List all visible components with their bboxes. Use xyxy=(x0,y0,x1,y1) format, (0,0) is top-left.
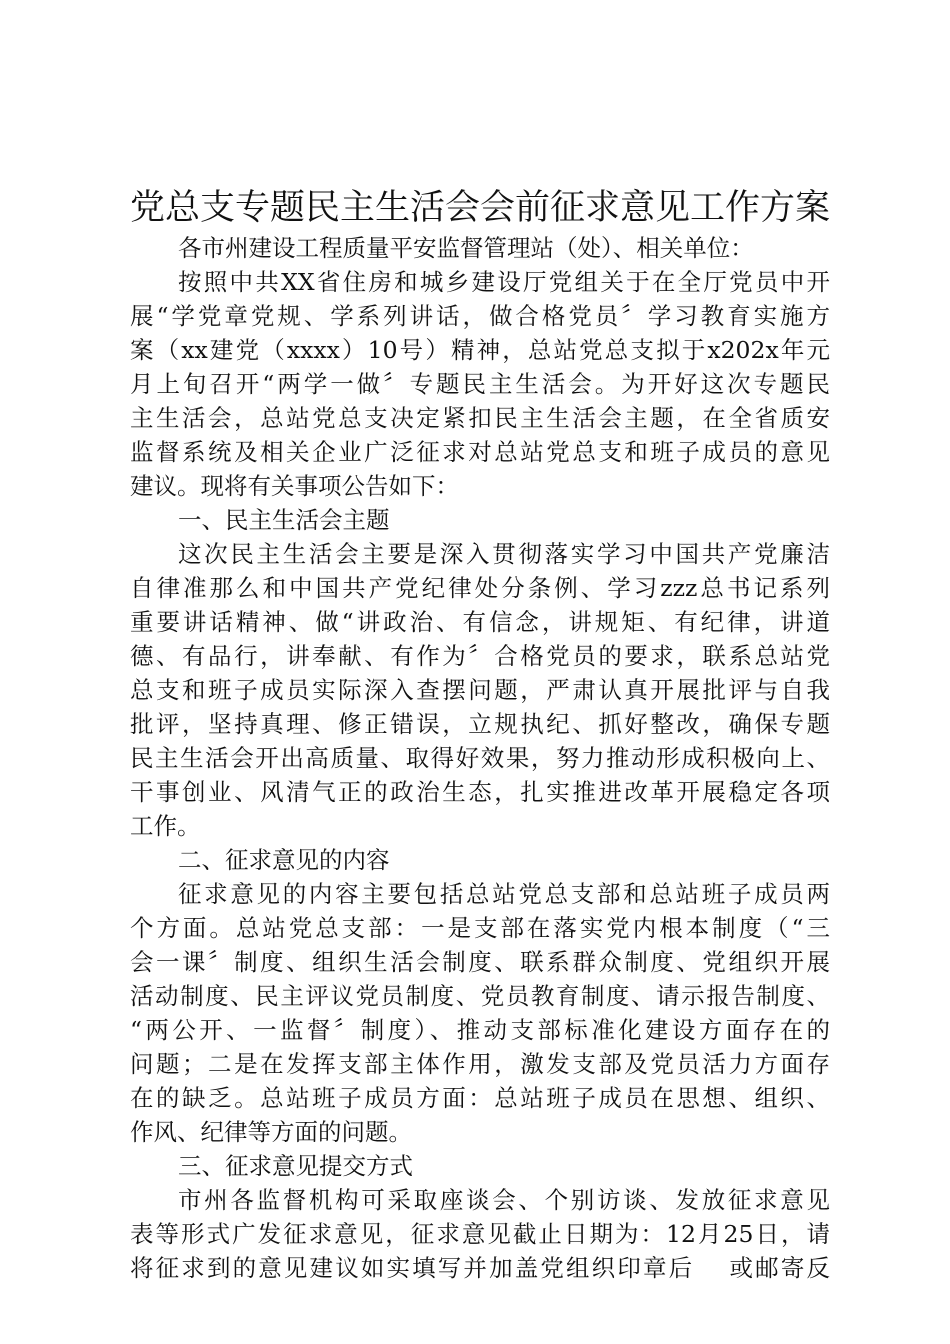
body-line: 自律准那么和中国共产党纪律处分条例、学习zzz总书记系列 xyxy=(130,574,830,602)
body-line: 各市州建设工程质量平安监督管理站（处）、相关单位： xyxy=(178,234,754,262)
body-line: 三、征求意见提交方式 xyxy=(178,1152,413,1180)
body-line: 将征求到的意见建议如实填写并加盖党组织印章后 或邮寄反 xyxy=(130,1254,830,1282)
body-line: “两公开、一监督〞制度）、推动支部标准化建设方面存在的 xyxy=(130,1016,830,1044)
body-line: 在的缺乏。总站班子成员方面：总站班子成员在思想、组织、 xyxy=(130,1084,830,1112)
body-line: 个方面。总站党总支部：一是支部在落实党内根本制度（“三 xyxy=(130,914,830,942)
body-line: 工作。 xyxy=(130,812,201,840)
body-line: 市州各监督机构可采取座谈会、个别访谈、发放征求意见 xyxy=(178,1186,830,1214)
body-line: 问题；二是在发挥支部主体作用，激发支部及党员活力方面存 xyxy=(130,1050,830,1078)
body-line: 月上旬召开“两学一做〞专题民主生活会。为开好这次专题民 xyxy=(130,370,830,398)
body-line: 按照中共XX省住房和城乡建设厅党组关于在全厅党员中开 xyxy=(178,268,830,296)
body-line: 活动制度、民主评议党员制度、党员教育制度、请示报告制度、 xyxy=(130,982,830,1010)
body-line: 二、征求意见的内容 xyxy=(178,846,390,874)
body-line: 表等形式广发征求意见，征求意见截止日期为：12月25日，请 xyxy=(130,1220,830,1248)
body-line: 监督系统及相关企业广泛征求对总站党总支和班子成员的意见 xyxy=(130,438,830,466)
body-line: 案（xx建党（xxxx）10号）精神，总站党总支拟于x202x年元 xyxy=(130,336,830,364)
body-line: 主生活会，总站党总支决定紧扣民主生活会主题，在全省质安 xyxy=(130,404,830,432)
body-line: 民主生活会开出高质量、取得好效果，努力推动形成积极向上、 xyxy=(130,744,830,772)
document-body xyxy=(130,231,830,1285)
body-line: 会一课〞制度、组织生活会制度、联系群众制度、党组织开展 xyxy=(130,948,830,976)
body-line: 重要讲话精神、做“讲政治、有信念，讲规矩、有纪律，讲道 xyxy=(130,608,830,636)
body-line: 这次民主生活会主要是深入贯彻落实学习中国共产党廉洁 xyxy=(178,540,830,568)
body-line: 批评，坚持真理、修正错误，立规执纪、抓好整改，确保专题 xyxy=(130,710,830,738)
body-line: 建议。现将有关事项公告如下： xyxy=(130,472,459,500)
body-line: 作风、纪律等方面的问题。 xyxy=(130,1118,412,1146)
body-line: 总支和班子成员实际深入查摆问题，严肃认真开展批评与自我 xyxy=(130,676,830,704)
document-title: 党总支专题民主生活会会前征求意见工作方案 xyxy=(130,188,831,228)
body-line: 干事创业、风清气正的政治生态，扎实推进改革开展稳定各项 xyxy=(130,778,830,806)
body-line: 一、民主生活会主题 xyxy=(178,506,390,534)
body-line: 展“学党章党规、学系列讲话，做合格党员〞学习教育实施方 xyxy=(130,302,830,330)
body-line: 德、有品行，讲奉献、有作为〞合格党员的要求，联系总站党 xyxy=(130,642,830,670)
body-line: 征求意见的内容主要包括总站党总支部和总站班子成员两 xyxy=(178,880,830,908)
